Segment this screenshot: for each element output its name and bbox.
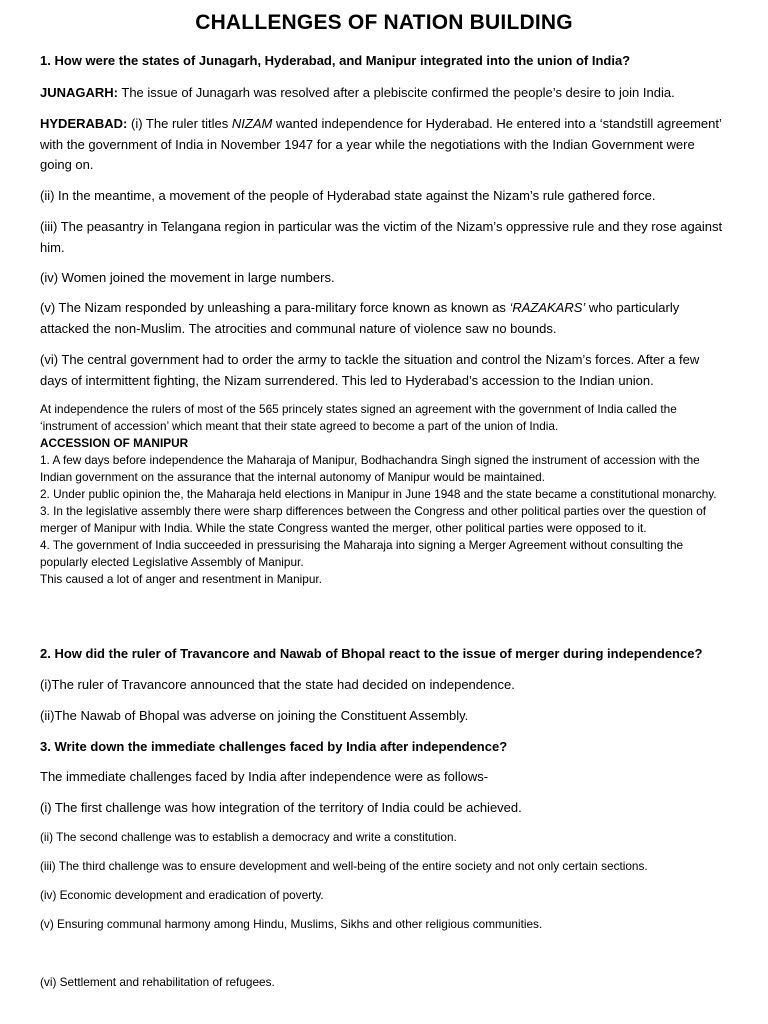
hyderabad-p5-text-b: who particularly attacked the non-Muslim. The atrocities and communal nature of violence saw no bounds. (40, 300, 680, 336)
junagarh-label: JUNAGARH: (40, 85, 118, 100)
hyderabad-label: HYDERABAD: (40, 116, 128, 131)
hyderabad-p5-emphasis: ‘RAZAKARS’ (509, 300, 586, 315)
hyderabad-paragraph-2: (ii) In the meantime, a movement of the people of Hyderabad state against the Nizam’s rule gathered force. (40, 188, 656, 203)
hyderabad-paragraph-4: (iv) Women joined the movement in large numbers. (40, 270, 335, 285)
question-3-intro: The immediate challenges faced by India after independence were as follows- (40, 769, 489, 784)
question-3-item: (iv) Economic development and eradication of poverty. (40, 888, 324, 902)
question-1: 1. How were the states of Junagarh, Hyderabad, and Manipur integrated into the union of India? (40, 53, 631, 68)
hyderabad-p1-text-a: (i) The ruler titles (127, 116, 232, 131)
question-2-answer-2: (ii)The Nawab of Bhopal was adverse on joining the Constituent Assembly. (40, 708, 469, 723)
question-3: 3. Write down the immediate challenges faced by India after independence? (40, 739, 508, 754)
question-2-answer-1: (i)The ruler of Travancore announced that the state had decided on independence. (40, 677, 515, 692)
hyderabad-paragraph-1 (40, 114, 730, 176)
manipur-point-4: 4. The government of India succeeded in pressurising the Maharaja into signing a Merger Agreement without consulting the popularly elected Legislative Assembly of Manipur. (40, 538, 684, 569)
junagarh-text: The issue of Junagarh was resolved after a plebiscite confirmed the people’s desire to join India. (118, 85, 675, 100)
hyderabad-p1-text-b: wanted independence for Hyderabad. He entered into a ‘standstill agreement’ with the government of India in November 1947 for a year while the negotiations with the Indian Government were going on. (40, 116, 722, 172)
manipur-point-2: 2. Under public opinion the, the Maharaja held elections in Manipur in June 1948 and the state became a constitutional monarchy. (40, 487, 717, 501)
question-3-item: (i) The first challenge was how integration of the territory of India could be achieved. (40, 800, 522, 815)
page-title: CHALLENGES OF NATION BUILDING (195, 11, 573, 34)
hyderabad-p1-emphasis: NIZAM (231, 116, 273, 131)
hyderabad-p5-text-a: (v) The Nizam responded by unleashing a para-military force known as known as (40, 300, 510, 315)
hyderabad-paragraph-5 (40, 298, 730, 339)
question-2: 2. How did the ruler of Travancore and Nawab of Bhopal react to the issue of merger during independence? (40, 646, 703, 661)
manipur-point-1: 1. A few days before independence the Maharaja of Manipur, Bodhachandra Singh signed the instrument of accession with the Indian government on the assurance that the internal autonomy of Manipur would be maintained. (40, 453, 700, 484)
manipur-end: This caused a lot of anger and resentment in Manipur. (40, 572, 322, 586)
question-3-item: (ii) The second challenge was to establish a democracy and write a constitution. (40, 830, 457, 844)
junagarh-paragraph (40, 83, 730, 104)
question-3-item: (iii) The third challenge was to ensure development and well-being of the entire society and not only certain sections. (40, 859, 648, 873)
hyderabad-paragraph-3: (iii) The peasantry in Telangana region in particular was the victim of the Nizam’s oppressive rule and they rose against him. (40, 219, 723, 255)
question-3-item: (v) Ensuring communal harmony among Hindu, Muslims, Sikhs and other religious communities. (40, 917, 543, 931)
manipur-heading: ACCESSION OF MANIPUR (40, 436, 189, 450)
manipur-intro: At independence the rulers of most of the 565 princely states signed an agreement with the government of India called the ‘instrument of accession’ which meant that their state agreed to become a part of the union of India. (40, 402, 677, 433)
manipur-point-3: 3. In the legislative assembly there were sharp differences between the Congress and other political parties over the question of merger of Manipur with India. While the state Congress wanted the merger, other political parties were opposed to it. (40, 504, 707, 535)
manipur-section (40, 401, 730, 588)
question-3-item: (vi) Settlement and rehabilitation of refugees. (40, 975, 275, 989)
hyderabad-paragraph-6: (vi) The central government had to order the army to tackle the situation and control the Nizam’s forces. After a few days of intermittent fighting, the Nizam surrendered. This led to Hyderabad’s accession to the Indian union. (40, 352, 700, 388)
